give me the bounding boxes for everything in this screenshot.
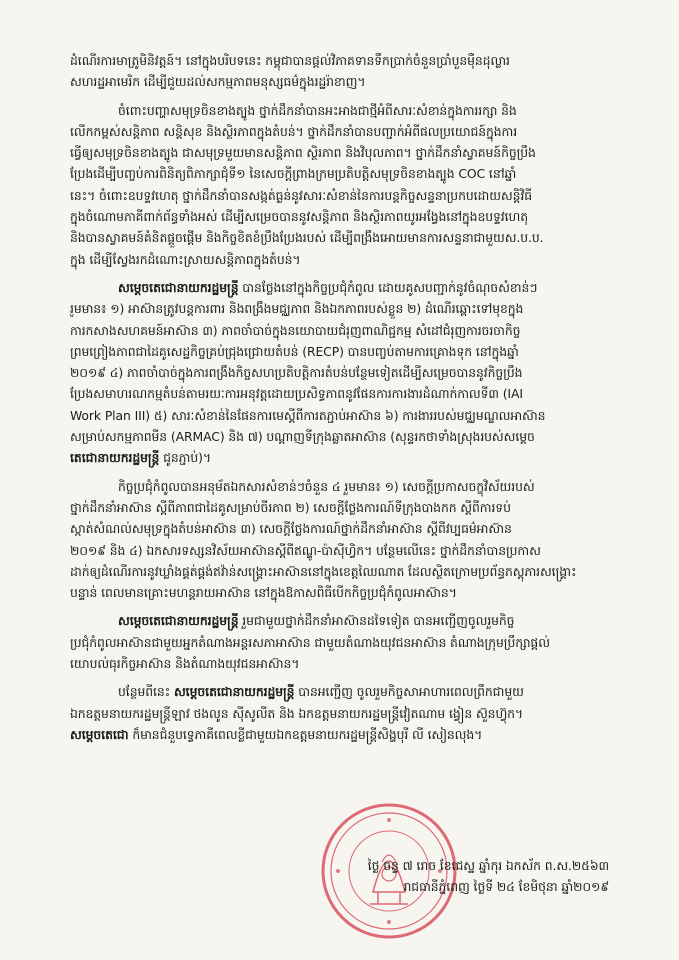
text-line: ព្រមព្រៀងភាពជាដៃគូសេដ្ឋកិច្ចគ្រប់ជ្រុងជ្រោយតំបន់ (RECP) បានបញ្ចប់តាមការគ្រោងទុក នៅក្នុងឆ្នាំ (70, 343, 519, 359)
paragraph (70, 100, 625, 270)
paragraph (70, 681, 625, 745)
date-lunar: ថ្ងៃ ចន្ទ ៧ រោច ខែជេស្ឋ ឆ្នាំកុរ ឯកស័ក ព.ស.២៥៦៣ (367, 858, 609, 873)
text-line: រួមមាន៖ ១) អាស៊ានត្រូវបន្តការពារ និងពង្រឹងមជ្ឈភាព និងឯកភាពរបស់ខ្លួន ២) ដំណើរឆ្ពោះទៅមុខក្នុង (70, 301, 524, 317)
text-line: សម្រាប់សកម្មភាពមីន (ARMAC) និង ៧) បណ្តាញទីក្រុងឆ្លាតអាស៊ាន (សុន្ទរកថាទាំងស្រុងរបស់សម្តេច (70, 429, 535, 445)
date-solar: រាជធានីភ្នំពេញ ថ្ងៃទី ២៤ ខែមិថុនា ឆ្នាំ២០១៩ (403, 879, 609, 894)
text-line (70, 610, 625, 631)
paragraph (70, 277, 625, 469)
bold-text: សម្តេចតេជោនាយករដ្ឋមន្ត្រី (118, 613, 239, 629)
text-line: ស្កាត់សំណល់សមុទ្រក្នុងតំបន់អាស៊ាន ៣) សេចក្តីថ្លែងការណ៍ថ្នាក់ដឹកនាំអាស៊ាន ស្តីពីវប្បធម៌អាស៊ាន (70, 521, 512, 537)
text-line: បន្ទាន់ ពេលមានគ្រោះមហន្តរាយអាស៊ាន នៅក្នុងឱកាសពិធីបើកកិច្ចប្រជុំកំពូលអាស៊ាន។ (70, 585, 457, 601)
text-line: ដំណើរការមាត្រូមិនិវត្តន៍។ នៅក្នុងបរិបទនេះ កម្ពុជាបានផ្តល់វិភាគទានទឹកប្រាក់ចំនួនប្រាំបួនម៉ឺនដុល្លារ (70, 53, 510, 68)
document-body (70, 50, 625, 745)
line-rest: ក៏មានជំនួបទ្វេភាគីពេលខ្លីជាមួយឯកឧត្តមនាយករដ្ឋមន្ត្រីសិង្ហបុរី លី សៀនលុង។ (128, 726, 483, 742)
paragraph (70, 50, 625, 93)
text-line: ដាក់ឲ្យដំណើរការនូវឃ្លាំងផ្គត់ផ្គង់ឥវ៉ាន់សង្គ្រោះអាស៊ាននៅក្នុងខេត្តឈៃណាត ដែលស្ថិតក្រោមប្រព័ន្ធភស្តុភារសង្គ្រោះ (70, 563, 577, 579)
bold-text: សម្តេចតេជោ (70, 726, 129, 742)
text-line: នេះ។ ចំពោះឧបទ្ទវហេតុ ថ្នាក់ដឹកនាំបានសង្កត់ធ្ងន់នូវសារៈសំខាន់នៃការបន្តកិច្ចសន្ទនាប្រកបដោយសន្តិវិធី (70, 187, 532, 203)
signature-block (368, 855, 609, 897)
text-line: ២០១៩ ៤) ភាពចាំបាច់ក្នុងការពង្រឹងកិច្ចសហប្រតិបត្តិការតំបន់បន្ថែមទៀតដើម្បីសម្រេចបាននូវកិច្ចប្រឹង (70, 365, 523, 381)
text-line (70, 277, 625, 298)
bold-text: សម្តេចតេជោនាយករដ្ឋមន្ត្រី (173, 684, 295, 700)
text-line: ប្រជុំកំពូលអាស៊ានជាមួយអ្នកតំណាងអន្តរសភាអាស៊ាន ជាមួយតំណាងយុវជនអាស៊ាន តំណាងក្រុមប្រឹក្សាផ្តល់ (70, 634, 550, 650)
line-rest: រួមជាមួយថ្នាក់ដឹកនាំអាស៊ានដទៃទៀត បានអញ្ជើញចូលរួមកិច្ច (238, 613, 515, 629)
line-rest: បានថ្លែងនៅក្នុងកិច្ចប្រជុំកំពូល ដោយគូសបញ្ជាក់នូវចំណុចសំខាន់ៗ (238, 279, 538, 295)
text-line: យោបល់ធុរកិច្ចអាស៊ាន និងតំណាងយុវជនអាស៊ាន។ (70, 656, 300, 672)
text-line (70, 724, 625, 745)
text-line (70, 681, 625, 702)
line-rest: ជូនភ្ជាប់)។ (159, 450, 211, 466)
text-line: ក្នុងចំណោមភាគីពាក់ព័ន្ធទាំងអស់ ដើម្បីសម្រេចបាននូវសន្តិភាព និងស្ថិរភាពយូរអង្វែងនៅក្នុងឧបទ្ទវហេតុ (70, 209, 528, 225)
text-line: ឯកឧត្តមនាយករដ្ឋមន្ត្រីឡាវ ថងលូន ស៊ីសូលីត និង ឯកឧត្តមនាយករដ្ឋមន្ត្រីវៀតណាម ង្វៀន ស៊ួនហ៊្វុក។ (70, 705, 523, 721)
bold-text: តេជោនាយករដ្ឋមន្ត្រី (70, 450, 160, 466)
line-rest: បានអញ្ជើញ ចូលរួមកិច្ចសាអាហារពេលព្រឹកជាមួយ (294, 684, 524, 700)
paragraph (70, 610, 625, 674)
text-line: សហរដ្ឋអាមេរិក ដើម្បីជួយដល់សកម្មភាពមនុស្សធម៌ក្នុងរដ្ឋរ៉ាខាញ។ (70, 74, 366, 90)
paragraph (70, 476, 625, 604)
text-line: កិច្ចប្រជុំកំពូលបានអនុម័តឯកសារសំខាន់ៗចំនួន ៤ រួមមាន៖ ១) សេចក្តីប្រកាសចក្ខុវិស័យរបស់ (118, 478, 535, 494)
text-line: ក្នុង ដើម្បីស្វែងរកដំណោះស្រាយសន្តិភាពក្នុងតំបន់។ (70, 251, 301, 267)
text-line: ប្រែងដើម្បីបញ្ចប់ការពិនិត្យពិភាក្សាជុំទី១ នៃសេចក្តីព្រាងក្រមប្រតិបត្តិសមុទ្រចិនខាងត្បូង COC នៅឆ្នាំ (70, 166, 517, 182)
text-line: ការកសាងសហគមន៍អាស៊ាន ៣) ភាពចាំបាច់ក្នុងនយោបាយជំរុញពាណិជ្ជកម្ម សំដៅជំរុញការចរចាកិច្ច (70, 322, 521, 338)
line-prefix: បន្ថែមពីនេះ (118, 684, 174, 700)
text-line: លើកកម្ពស់សន្តិភាព សន្តិសុខ និងស្ថិរភាពក្នុងតំបន់។ ថ្នាក់ដឹកនាំបានបញ្ជាក់អំពីផលប្រយោជន៍ក្នុងការ (70, 123, 518, 139)
text-line: ប្រែងសមាហរណកម្មតំបន់តាមរយៈការអនុវត្តដោយប្រសិទ្ធភាពនូវផែនការការងារដំណាក់កាលទី៣ (IAI (70, 386, 523, 402)
text-line: Work Plan III) ៥) សារៈសំខាន់នៃផែនការមេស្តីពីការតភ្ជាប់អាស៊ាន ៦) ការងាររបស់មជ្ឈមណ្ឌលអាស៊ាន (70, 407, 546, 423)
text-line (70, 447, 625, 468)
text-line: ចំពោះបញ្ហាសមុទ្រចិនខាងត្បូង ថ្នាក់ដឹកនាំបានអះអាងជាថ្មីអំពីសារៈសំខាន់ក្នុងការរក្សា និង (118, 102, 517, 118)
text-line: និងបានស្វាគមន៍គំនិតផ្តួចផ្តើម និងកិច្ចខិតខំប្រឹងប្រែងរបស់ ដើម្បីពង្រឹងអោយមានការសន្ទនាជាមួយស.ប.ប. (70, 230, 544, 246)
text-line: ធ្វើឲ្យសមុទ្រចិនខាងត្បូង ជាសមុទ្រមួយមានសន្តិភាព ស្ថិរភាព និងវិបុលភាព។ ថ្នាក់ដឹកនាំស្វាគមន៍កិច្ចប្រឹង (70, 145, 536, 161)
text-line: ២០១៩ និង ៤) ឯកសារទស្សនវិស័យអាស៊ានស្តីពីឥណ្ឌូ-ប៉ាស៊ីហ្វិក។ បន្ថែមលើនេះ ថ្នាក់ដឹកនាំបានប្រកាស (70, 542, 541, 558)
text-line: ថ្នាក់ដឹកនាំអាស៊ាន ស្តីពីភាពជាដៃគូសម្រាប់ចីរភាព ២) សេចក្តីថ្លែងការណ៍ទីក្រុងបាងកក ស្តីពីការទប់ (70, 499, 511, 515)
bold-text: សម្តេចតេជោនាយករដ្ឋមន្ត្រី (118, 279, 239, 295)
